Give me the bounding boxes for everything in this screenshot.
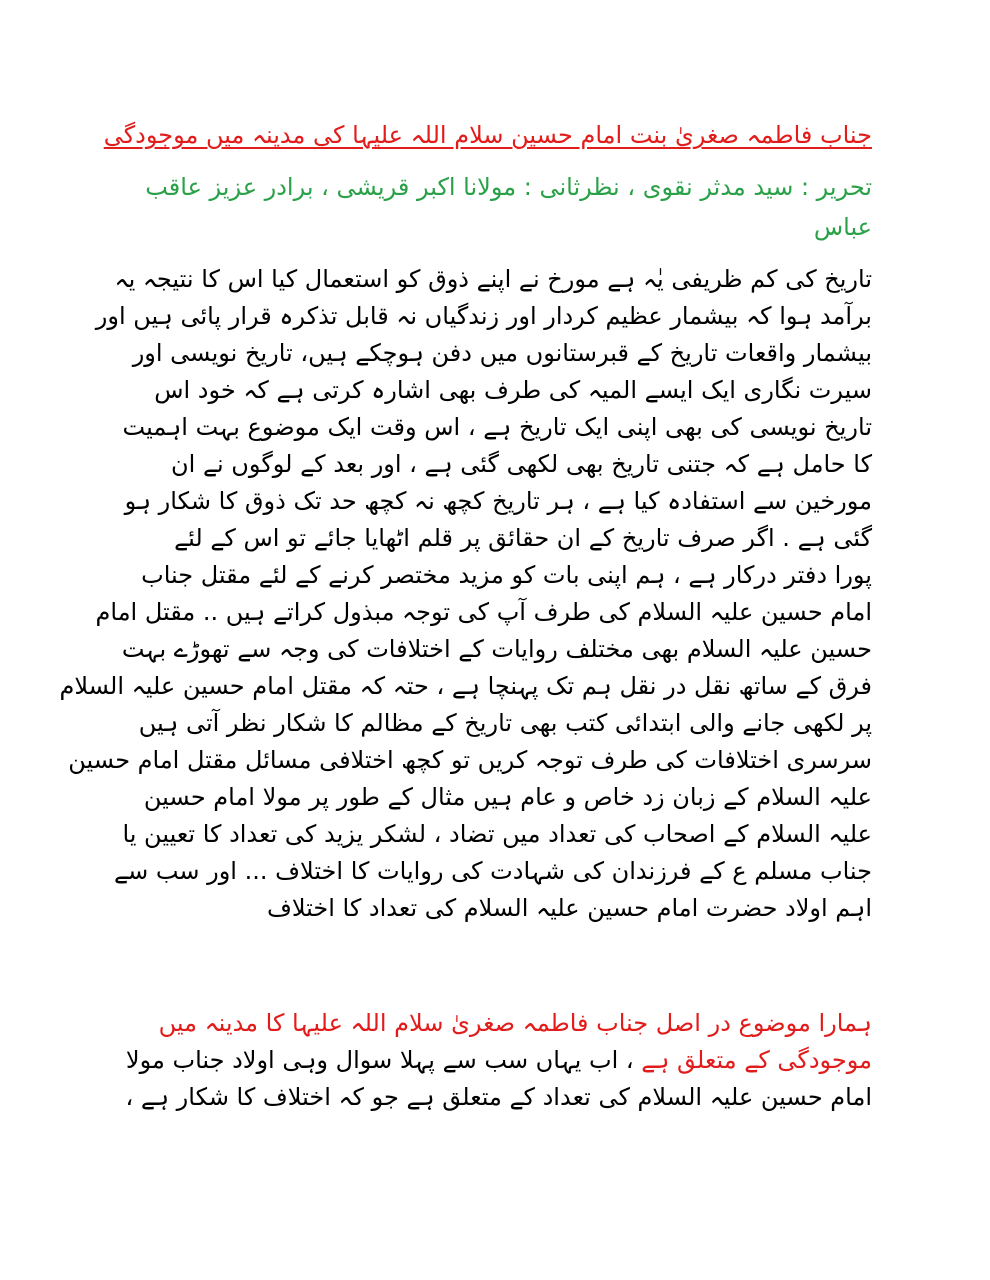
byline-line-1: تحریر : سید مدثر نقوی ، نظرثانی : مولانا اکبر قریشی ، برادر عزیز عاقب [145, 173, 872, 201]
closing-continuation: ، اب یہاں سب سے پہلا سوال وہی اولاد جناب مولا [125, 1046, 642, 1074]
byline-line-2: عباس [813, 213, 872, 241]
body-line: تاریخ کی کم ظریفی یٰہ ہے مورخ نے اپنے ذوق کو استعمال کیا اس کا نتیجہ یہ [114, 265, 872, 293]
body-line: سرسری اختلافات کی طرف توجہ کریں تو کچھ اختلافی مسائل مقتل امام حسین [68, 746, 872, 774]
body-line: علیہ السلام کے زبان زد خاص و عام ہیں مثال کے طور پر مولا امام حسین [143, 783, 872, 811]
body-line: گئی ہے . اگر صرف تاریخ کے ان حقائق پر قلم اٹھایا جائے تو اس کے لئے [174, 524, 872, 552]
body-line: پورا دفتر درکار ہے ، ہم اپنی بات کو مزید مختصر کرنے کے لئے مقتل جناب [141, 561, 872, 589]
body-line: برآمد ہوا کہ بیشمار عظیم کردار اور زندگیاں نہ قابل تذکرہ قرار پائی ہیں اور [95, 302, 872, 330]
document-title: جناب فاطمہ صغریٰ بنت امام حسین سلام اللہ علیہا کی مدینہ میں موجودگی [103, 121, 872, 149]
body-line: جناب مسلم ع کے فرزندان کی شہادت کی روایات کا اختلاف ... اور سب سے [114, 857, 872, 885]
body-line: امام حسین علیہ السلام کی طرف آپ کی توجہ مبذول کراتے ہیں .. مقتل امام [95, 598, 872, 626]
body-line: تاریخ نویسی کی بھی اپنی ایک تاریخ ہے ، اس وقت ایک موضوع بہت اہمیت [122, 413, 872, 441]
body-line: مورخین سے استفادہ کیا ہے ، ہر تاریخ کچھ نہ کچھ حد تک ذوق کا شکار ہو [124, 487, 872, 515]
body-line: سیرت نگاری ایک ایسے المیہ کی طرف بھی اشارہ کرتی ہے کہ خود اس [154, 376, 872, 404]
body-line: کا حامل ہے کہ جتنی تاریخ بھی لکھی گئی ہے ، اور بعد کے لوگوں نے ان [171, 450, 872, 478]
body-line: فرق کے ساتھ نقل در نقل ہم تک پہنچا ہے ، حتہ کہ مقتل امام حسین علیہ السلام [59, 672, 872, 700]
closing-highlight: موجودگی کے متعلق ہے [641, 1046, 872, 1074]
closing-line-3: امام حسین علیہ السلام کی تعداد کے متعلق ہے جو کہ اختلاف کا شکار ہے ، [125, 1083, 872, 1111]
body-line: پر لکھی جانے والی ابتدائی کتب بھی تاریخ کے مظالم کا شکار نظر آتی ہیں [138, 709, 872, 737]
body-line: اہم اولاد حضرت امام حسین علیہ السلام کی تعداد کا اختلاف [266, 894, 872, 922]
body-line: علیہ السلام کے اصحاب کی تعداد میں تضاد ، لشکر یزید کی تعداد کا تعیین یا [122, 820, 872, 848]
body-line: بیشمار واقعات تاریخ کے قبرستانوں میں دفن ہوچکے ہیں، تاریخ نویسی اور [132, 339, 872, 367]
body-line: حسین علیہ السلام بھی مختلف روایات کے اختلافات کی وجہ سے تھوڑے بہت [121, 635, 872, 663]
closing-line-1: ہمارا موضوع در اصل جناب فاطمہ صغریٰ سلام اللہ علیہا کا مدینہ میں [158, 1009, 872, 1037]
closing-line-2 [126, 1043, 872, 1077]
